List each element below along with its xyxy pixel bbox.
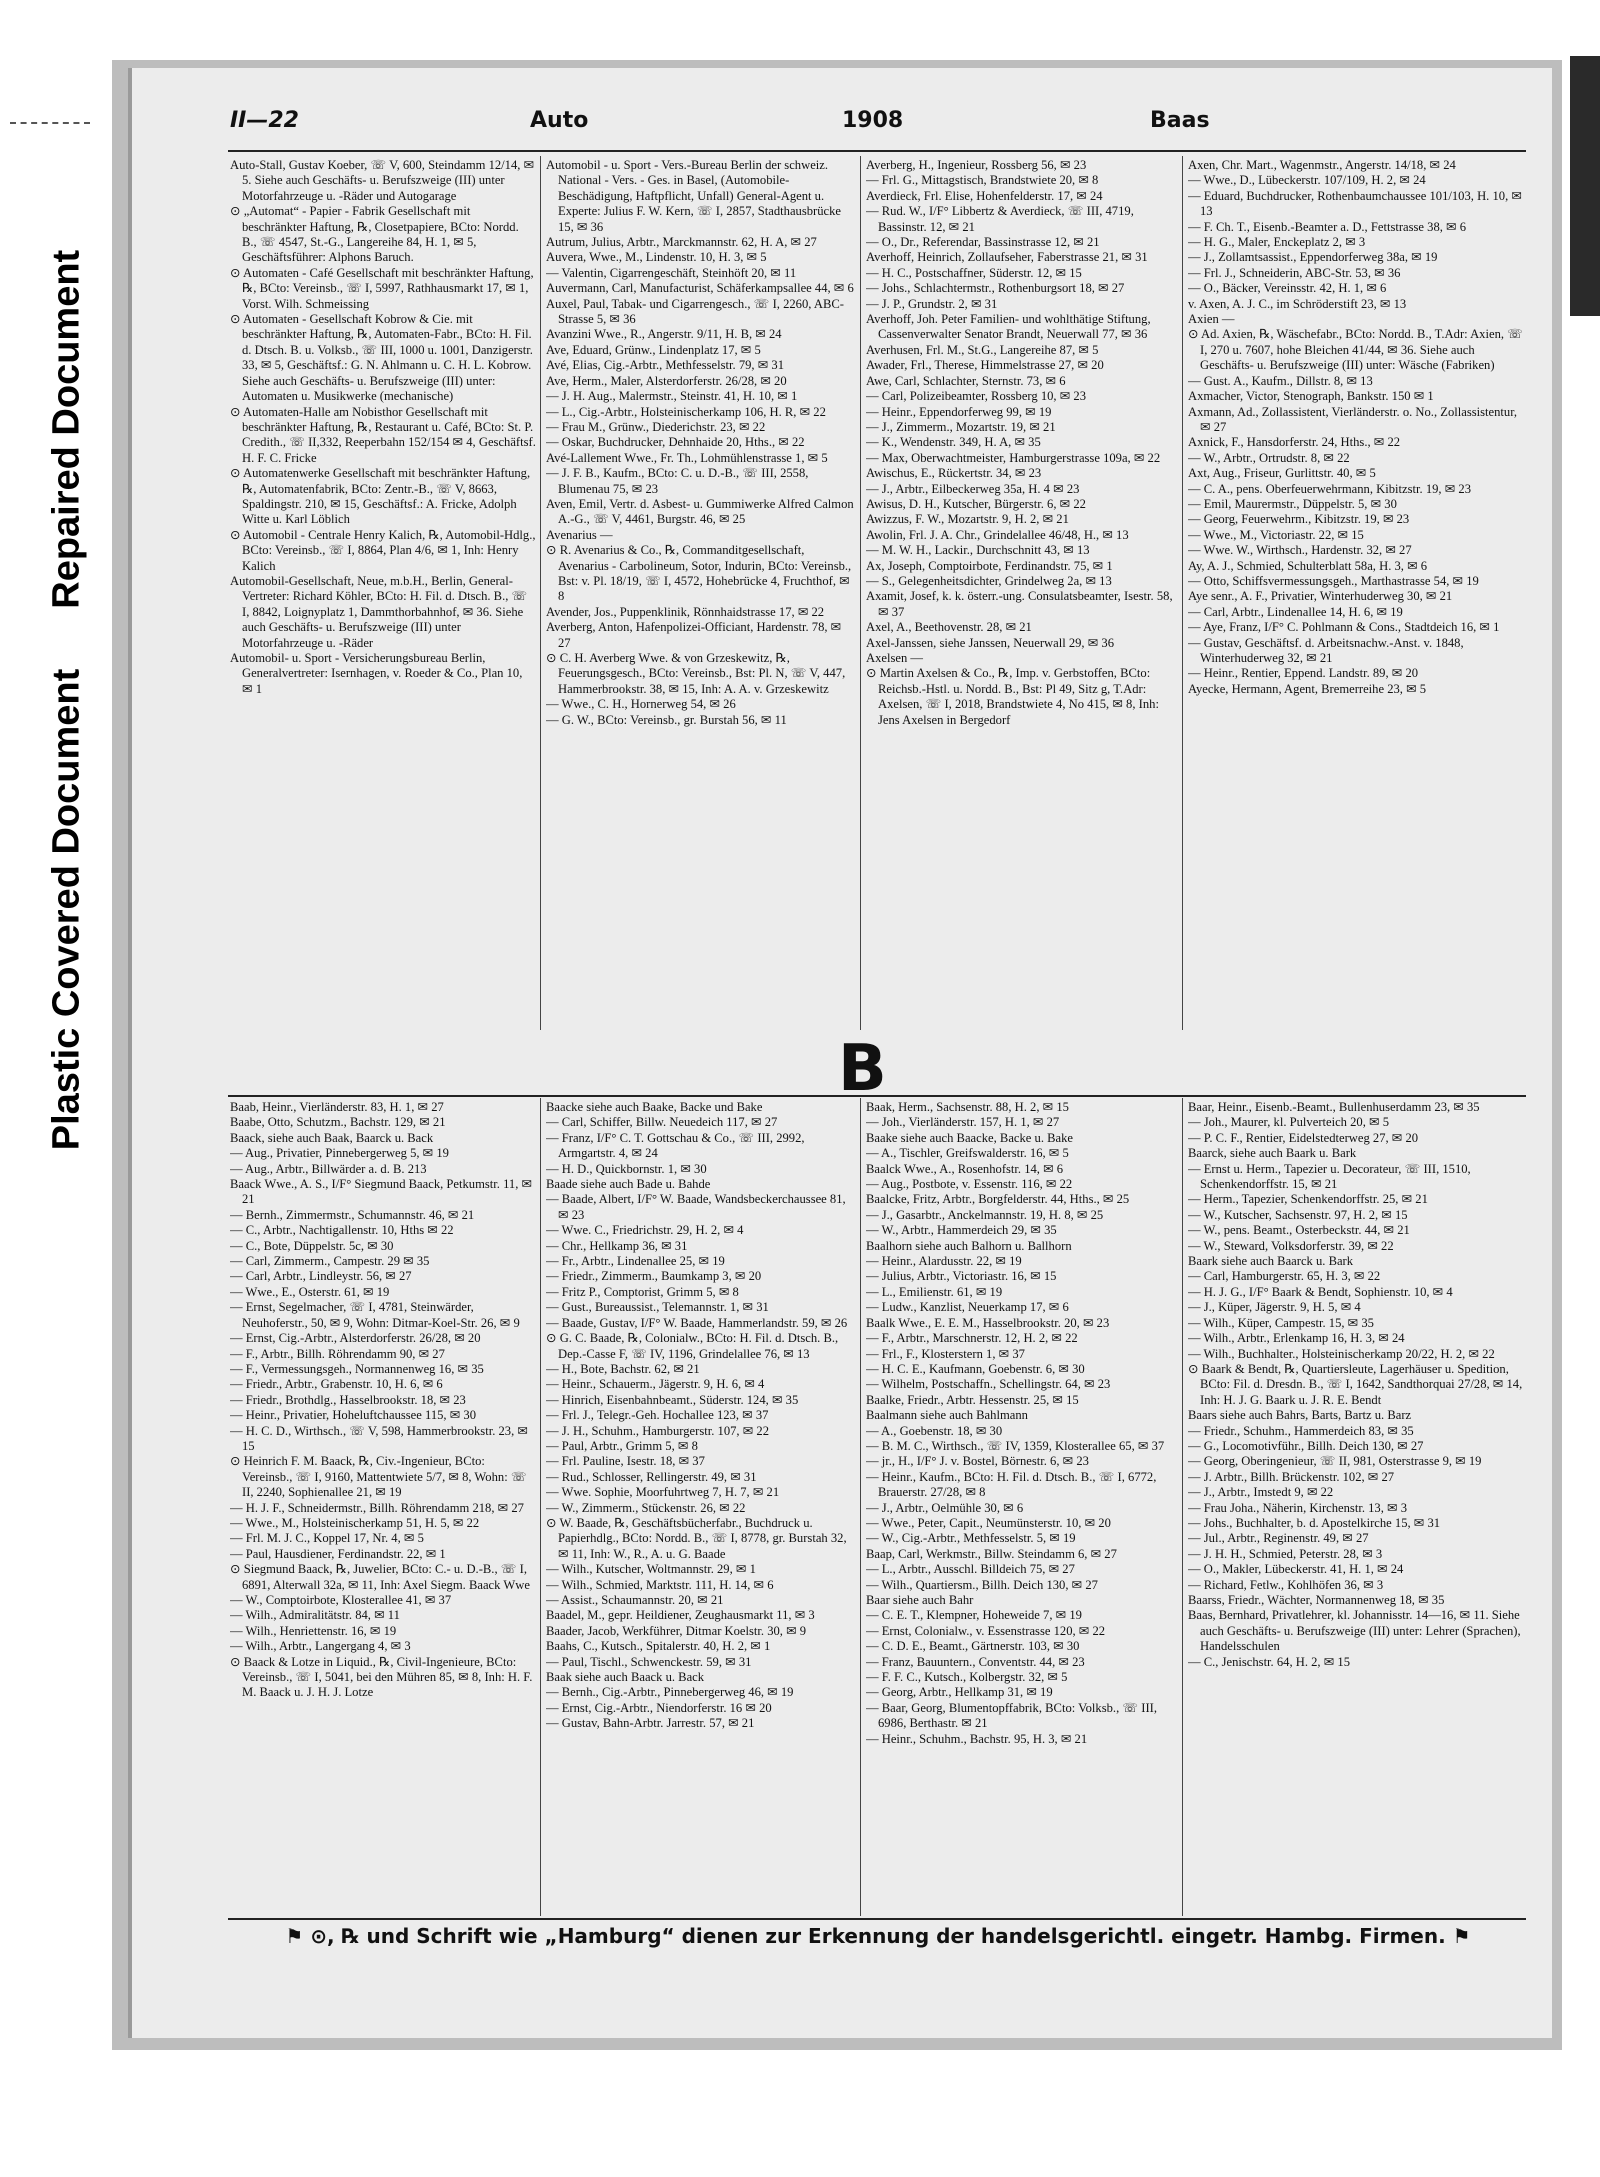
directory-entry: — H., Bote, Bachstr. 62, ✉ 21 [546, 1361, 700, 1376]
directory-entry: — Wwe. C., Friedrichstr. 29, H. 2, ✉ 4 [546, 1223, 744, 1238]
directory-entry: Baalhorn siehe auch Balhorn u. Ballhorn [866, 1238, 1072, 1253]
directory-entry: Automobil- u. Sport - Versicherungsbureau Berlin, Generalvertreter: Isernhagen, v. Roeder & Co., Plan 10, ✉ 1 [230, 651, 523, 696]
directory-entry: ⊙ Baack & Lotze in Liquid., ℞, Civil-Ingenieure, BCto: Vereinsb., ☏ I, 5041, bei den Mühren 85, ✉ 8, Inh: H. F. M. Baack u. J. H. J. Lotze [230, 1654, 533, 1700]
directory-entry: — Baar, Georg, Blumentopffabrik, BCto: Volksb., ☏ III, 6986, Berthastr. ✉ 21 [866, 1700, 1158, 1731]
directory-entry: Baacke siehe auch Baake, Backe und Bake [546, 1100, 763, 1114]
directory-entry: — Georg, Oberingenieur, ☏ II, 981, Osterstrasse 9, ✉ 19 [1188, 1454, 1482, 1469]
directory-entry: Baap, Carl, Werkmstr., Billw. Steindamm 6, ✉ 27 [866, 1546, 1117, 1561]
directory-entry: — Wilh., Admiralitätstr. 84, ✉ 11 [230, 1608, 400, 1623]
directory-entry: — Max, Oberwachtmeister, Hamburgerstrasse 109a, ✉ 22 [866, 450, 1161, 465]
directory-entry: — J. H. H., Schmied, Peterstr. 28, ✉ 3 [1188, 1546, 1383, 1561]
directory-entry: — H. C. D., Wirthsch., ☏ V, 598, Hammerbrookstr. 23, ✉ 15 [230, 1423, 528, 1453]
directory-entry: Automobil-Gesellschaft, Neue, m.b.H., Berlin, General-Vertreter: Richard Köhler, BCto: H. Fil. d. Dtsch. B., ☏ I, 8842, Loignyplatz 1, Dammthorbahnhof, ✉ 36. Siehe auch Geschäfts- u. Berufszweige (III) unter Motorfahrzeuge u. -Räder [230, 573, 528, 650]
directory-entry: Averhoff, Joh. Peter Familien- und wohlthätige Stiftung, Cassenverwalter Senator Brandt, Neuerwall 77, ✉ 36 [866, 312, 1151, 342]
directory-entry: Awe, Carl, Schlachter, Sternstr. 73, ✉ 6 [866, 373, 1066, 388]
directory-entry: — A., Goebenstr. 18, ✉ 30 [866, 1423, 1003, 1438]
directory-entry: — O., Makler, Lübeckerstr. 41, H. 1, ✉ 24 [1188, 1562, 1404, 1577]
directory-entry: Axmacher, Victor, Stenograph, Bankstr. 150 ✉ 1 [1188, 389, 1434, 404]
directory-entry: Baahs, C., Kutsch., Spitalerstr. 40, H. 2, ✉ 1 [546, 1639, 771, 1654]
directory-entry: Axnick, F., Hansdorferstr. 24, Hths., ✉ 22 [1188, 435, 1401, 450]
directory-entry: ⊙ „Automat“ - Papier - Fabrik Gesellschaft mit beschränkter Haftung, ℞, Closetpapiere, BCto: Nordd. B., ☏ 4547, St.-G., Langereihe 84, H. 1, ✉ 5, Geschäftsführer: Alphons Baruch. [230, 204, 519, 265]
directory-entry: — Ernst u. Herm., Tapezier u. Decorateur, ☏ III, 1510, Schenkendorffstr. 15, ✉ 21 [1188, 1161, 1471, 1192]
directory-entry: Baalk Wwe., E. E. M., Hasselbrookstr. 20, ✉ 23 [866, 1315, 1110, 1330]
directory-entry: — Carl, Arbtr., Lindenallee 14, H. 6, ✉ 19 [1188, 604, 1403, 619]
directory-entry: Axel-Janssen, siehe Janssen, Neuerwall 29, ✉ 36 [866, 635, 1115, 650]
directory-entry: — C. D. E., Beamt., Gärtnerstr. 103, ✉ 30 [866, 1639, 1080, 1654]
directory-entry: — Johs., Buchhalter, b. d. Apostelkirche 15, ✉ 31 [1188, 1515, 1441, 1530]
directory-entry: Baalmann siehe auch Bahlmann [866, 1408, 1028, 1423]
directory-entry: — Aug., Arbtr., Billwärder a. d. B. 213 [230, 1161, 427, 1176]
footer-rule [228, 1918, 1526, 1920]
directory-entry: — Fr., Arbtr., Lindenallee 25, ✉ 19 [546, 1254, 725, 1269]
directory-entry: — Wilh., Kutscher, Woltmannstr. 29, ✉ 1 [546, 1562, 756, 1577]
directory-entry: — Joh., Maurer, kl. Pulverteich 20, ✉ 5 [1188, 1115, 1390, 1130]
directory-entry: — Julius, Arbtr., Victoriastr. 16, ✉ 15 [866, 1269, 1057, 1284]
directory-entry: — L., Arbtr., Ausschl. Billdeich 75, ✉ 27 [866, 1562, 1075, 1577]
top-column-2 [546, 158, 856, 1028]
directory-entry: — F., Vermessungsgeh., Normannenweg 16, ✉ 35 [230, 1361, 484, 1376]
directory-entry: ⊙ Automobil - Centrale Henry Kalich, ℞, Automobil-Hdlg., BCto: Vereinsb., ☏ I, 8864, Plan 4/6, ✉ 1, Inh: Henry Kalich [230, 527, 536, 573]
directory-entry: — J., Zimmerm., Mozartstr. 19, ✉ 21 [866, 419, 1056, 434]
directory-entry: — Gust., Bureaussist., Telemannstr. 1, ✉ 31 [546, 1300, 769, 1315]
directory-entry: — Wwe., D., Lübeckerstr. 107/109, H. 2, ✉ 24 [1188, 173, 1426, 188]
directory-entry: Ave, Herm., Maler, Alsterdorferstr. 26/28, ✉ 20 [546, 373, 787, 388]
directory-entry: — Paul, Tischl., Schwenckestr. 59, ✉ 31 [546, 1654, 752, 1669]
directory-entry: Aye senr., A. F., Privatier, Winterhuderweg 30, ✉ 21 [1188, 589, 1453, 604]
directory-entry: Ax, Joseph, Comptoirbote, Ferdinandstr. 75, ✉ 1 [866, 558, 1113, 573]
directory-entry: — Paul, Arbtr., Grimm 5, ✉ 8 [546, 1438, 698, 1453]
directory-entry: — B. M. C., Wirthsch., ☏ IV, 1359, Klosterallee 65, ✉ 37 [866, 1438, 1165, 1453]
directory-entry: ⊙ Ad. Axien, ℞, Wäschefabr., BCto: Nordd. B., T.Adr: Axien, ☏ I, 270 u. 7607, hohe Bleichen 41/44, ✉ 36. Siehe auch Geschäfts- u. Berufszweige (III) unter: Wäsche (Fabriken) [1188, 327, 1523, 373]
header-word-left: Auto [530, 108, 589, 133]
directory-entry: Baar siehe auch Bahr [866, 1593, 974, 1607]
directory-entry: — Johs., Schlachtermstr., Rothenburgsort 18, ✉ 27 [866, 281, 1125, 296]
directory-entry: Axt, Aug., Friseur, Gurlittstr. 40, ✉ 5 [1188, 466, 1376, 481]
directory-entry: Baab, Heinr., Vierländerstr. 83, H. 1, ✉ 27 [230, 1100, 444, 1114]
directory-entry: Baarss, Friedr., Wächter, Normannenweg 18, ✉ 35 [1188, 1593, 1445, 1607]
directory-entry: — C., Bote, Düppelstr. 5c, ✉ 30 [230, 1238, 394, 1253]
directory-entry: — Heinr., Eppendorferweg 99, ✉ 19 [866, 404, 1052, 419]
directory-entry: — Franz, Bauuntern., Conventstr. 44, ✉ 23 [866, 1654, 1085, 1669]
directory-entry: Baalcke, Fritz, Arbtr., Borgfelderstr. 44, Hths., ✉ 25 [866, 1192, 1130, 1207]
directory-entry: — Chr., Hellkamp 36, ✉ 31 [546, 1238, 688, 1253]
directory-entry: — Friedr., Arbtr., Grabenstr. 10, H. 6, ✉ 6 [230, 1377, 443, 1392]
directory-entry: — Gust. A., Kaufm., Dillstr. 8, ✉ 13 [1188, 373, 1373, 388]
directory-entry: — Bernh., Zimmermstr., Schumannstr. 46, ✉ 21 [230, 1207, 475, 1222]
directory-entry: — W., Arbtr., Hammerdeich 29, ✉ 35 [866, 1223, 1057, 1238]
directory-entry: — Baade, Albert, I/F° W. Baade, Wandsbeckerchaussee 81, ✉ 23 [546, 1192, 846, 1222]
margin-dash-line [10, 122, 90, 124]
directory-entry: — H. G., Maler, Enckeplatz 2, ✉ 3 [1188, 235, 1366, 250]
plastic-covered-label: Plastic Covered Document [45, 668, 88, 1151]
directory-entry: ⊙ R. Avenarius & Co., ℞, Commanditgesellschaft, Avenarius - Carbolineum, Sotor, Indurin, BCto: Vereinsb., Bst: v. Pl. 18/19, ☏ I, 4572, Hohebrücke 4, Fruchthof, ✉ 8 [546, 543, 852, 604]
directory-entry: — Wilh., Buchhalter., Holsteinischerkamp 20/22, H. 2, ✉ 22 [1188, 1346, 1495, 1361]
directory-entry: — Emil, Maurermstr., Düppelstr. 5, ✉ 30 [1188, 496, 1397, 511]
directory-entry: Averhusen, Frl. M., St.G., Langereihe 87, ✉ 5 [866, 342, 1099, 357]
directory-entry: Baars siehe auch Bahrs, Barts, Bartz u. Barz [1188, 1408, 1412, 1423]
directory-entry: ⊙ Baark & Bendt, ℞, Quartiersleute, Lagerhäuser u. Spedition, BCto: Fil. d. Dresdn. B., ☏ I, 1642, Sandthorquai 27/28, ✉ 14, Inh: H. J. G. Baark u. J. R. E. Bendt [1188, 1361, 1523, 1407]
directory-entry: — W., pens. Beamt., Osterbeckstr. 44, ✉ 21 [1188, 1223, 1410, 1238]
directory-entry: — Wwe., C. H., Hornerweg 54, ✉ 26 [546, 697, 736, 712]
directory-entry: — H. J. G., I/F° Baark & Bendt, Sophienstr. 10, ✉ 4 [1188, 1284, 1453, 1299]
directory-entry: — Wilh., Arbtr., Erlenkamp 16, H. 3, ✉ 24 [1188, 1331, 1405, 1346]
directory-entry: Baar, Heinr., Eisenb.-Beamt., Bullenhuserdamm 23, ✉ 35 [1188, 1100, 1480, 1114]
directory-entry: ⊙ Automaten-Halle am Nobisthor Gesellschaft mit beschränkter Haftung, ℞, Restaurant u. Café, BCto: St. P. Credith., ☏ II,332, Reeperbahn 152/154 ✉ 4, Geschäftsf. H. F. C. Fricke [230, 404, 536, 465]
directory-entry: — Carl, Zimmerm., Campestr. 29 ✉ 35 [230, 1254, 430, 1269]
directory-entry: Auxel, Paul, Tabak- und Cigarrengesch., ☏ I, 2260, ABC-Strasse 5, ✉ 36 [546, 296, 844, 327]
directory-entry: Awolin, Frl. J. A. Chr., Grindelallee 46/48, H., ✉ 13 [866, 527, 1129, 542]
directory-entry: Avender, Jos., Puppenklinik, Rönnhaidstrasse 17, ✉ 22 [546, 604, 825, 619]
directory-entry: Avanzini Wwe., R., Angerstr. 9/11, H. B, ✉ 24 [546, 327, 782, 342]
directory-entry: — Wilhelm, Postschaffn., Schellingstr. 64, ✉ 23 [866, 1377, 1111, 1392]
directory-entry: — F. Ch. T., Eisenb.-Beamter a. D., Fettstrasse 38, ✉ 6 [1188, 219, 1467, 234]
bottom-column-1 [230, 1100, 536, 1914]
directory-entry: — W., Kutscher, Sachsenstr. 97, H. 2, ✉ 15 [1188, 1207, 1408, 1222]
top-column-3 [866, 158, 1178, 1028]
directory-entry: Aven, Emil, Vertr. d. Asbest- u. Gummiwerke Alfred Calmon A.-G., ☏ V, 4461, Burgstr. 46, ✉ 25 [546, 496, 854, 527]
directory-entry: — Frl. J., Schneiderin, ABC-Str. 53, ✉ 36 [1188, 265, 1401, 280]
directory-entry: — Heinr., Schuhm., Bachstr. 95, H. 3, ✉ 21 [866, 1731, 1088, 1746]
directory-entry: — C., Jenischstr. 64, H. 2, ✉ 15 [1188, 1654, 1351, 1669]
directory-entry: v. Axen, A. J. C., im Schröderstift 23, ✉ 13 [1188, 296, 1407, 311]
directory-entry: — P. C. F., Rentier, Eidelstedterweg 27, ✉ 20 [1188, 1130, 1419, 1145]
directory-entry: Autrum, Julius, Arbtr., Marckmannstr. 62, H. A, ✉ 27 [546, 235, 817, 250]
page-header [230, 100, 1530, 140]
directory-entry: — Friedr., Brothdlg., Hasselbrookstr. 18, ✉ 23 [230, 1392, 466, 1407]
header-year: 1908 [842, 108, 904, 133]
directory-entry: — A., Tischler, Greifswalderstr. 16, ✉ 5 [866, 1146, 1069, 1161]
directory-entry: — Ernst, Segelmacher, ☏ I, 4781, Steinwärder, Neuhoferstr., 50, ✉ 9, Wohn: Ditmar-Koel-Str. 26, ✉ 9 [230, 1300, 520, 1330]
directory-entry: — Wwe. W., Wirthsch., Hardenstr. 32, ✉ 27 [1188, 543, 1412, 558]
directory-entry: — H. C., Postschaffner, Süderstr. 12, ✉ 15 [866, 265, 1082, 280]
directory-entry: — Wwe., E., Osterstr. 61, ✉ 19 [230, 1284, 390, 1299]
directory-entry: — W., Arbtr., Ortrudstr. 8, ✉ 22 [1188, 450, 1350, 465]
directory-entry: — Heinr., Alardusstr. 22, ✉ 19 [866, 1254, 1022, 1269]
directory-entry: — Friedr., Schuhm., Hammerdeich 83, ✉ 35 [1188, 1423, 1414, 1438]
directory-entry: Axen, Chr. Mart., Wagenmstr., Angerstr. 14/18, ✉ 24 [1188, 158, 1456, 172]
directory-entry: — Frl. M. J. C., Koppel 17, Nr. 4, ✉ 5 [230, 1531, 424, 1546]
column-divider [540, 156, 541, 1030]
directory-entry: — Wilh., Arbtr., Langergang 4, ✉ 3 [230, 1639, 411, 1654]
directory-entry: Axmann, Ad., Zollassistent, Vierländerstr. o. No., Zollassistentur, ✉ 27 [1188, 404, 1518, 434]
directory-entry: — Wwe., Peter, Capit., Neumünsterstr. 10, ✉ 20 [866, 1515, 1111, 1530]
column-divider [1182, 1098, 1183, 1916]
directory-entry: — Franz, I/F° C. T. Gottschau & Co., ☏ III, 2992, Armgartstr. 4, ✉ 24 [546, 1130, 805, 1161]
directory-entry: — Wwe., M., Victoriastr. 22, ✉ 15 [1188, 527, 1364, 542]
directory-entry: — Jul., Arbtr., Reginenstr. 49, ✉ 27 [1188, 1531, 1369, 1546]
directory-entry: Baalke, Friedr., Arbtr. Hessenstr. 25, ✉ 15 [866, 1392, 1079, 1407]
directory-entry: — F. F. C., Kutsch., Kolbergstr. 32, ✉ 5 [866, 1670, 1068, 1685]
directory-entry: — Frl., F., Klosterstern 1, ✉ 37 [866, 1346, 1025, 1361]
directory-entry: — Wilh., Henriettenstr. 16, ✉ 19 [230, 1623, 397, 1638]
directory-entry: — Ludw., Kanzlist, Neuerkamp 17, ✉ 6 [866, 1300, 1069, 1315]
directory-entry: — Heinr., Privatier, Hoheluftchaussee 115, ✉ 30 [230, 1408, 477, 1423]
directory-entry: ⊙ Martin Axelsen & Co., ℞, Imp. v. Gerbstoffen, BCto: Reichsb.-Hstl. u. Nordd. B., Bst: Pl 49, Sitz g, T.Adr: Axelsen, ☏ I, 2018, Brandstwiete 4, No 415, ✉ 8, Inh: Jens Axelsen in Bergedorf [866, 666, 1159, 727]
directory-entry: — C. A., pens. Oberfeuerwehrmann, Kibitzstr. 19, ✉ 23 [1188, 481, 1472, 496]
page-footer: ⚑ ⊙, ℞ und Schrift wie „Hamburg“ dienen zur Erkennung der handelsgerichtl. eingetr. Hambg. Firmen. ⚑ [285, 1924, 1471, 1948]
directory-entry: — Hinrich, Eisenbahnbeamt., Süderstr. 124, ✉ 35 [546, 1392, 799, 1407]
directory-entry: Axelsen — [866, 651, 924, 665]
directory-entry: — J. F. B., Kaufm., BCto: C. u. D.-B., ☏ III, 2558, Blumenau 75, ✉ 23 [546, 466, 809, 496]
directory-entry: Baade siehe auch Bade u. Bahde [546, 1177, 711, 1192]
scan-edge [1570, 56, 1600, 316]
directory-entry: Avé-Lallement Wwe., Fr. Th., Lohmühlenstrasse 1, ✉ 5 [546, 450, 828, 465]
page-number: II—22 [230, 108, 299, 133]
directory-entry: — J. Arbtr., Billh. Brückenstr. 102, ✉ 27 [1188, 1469, 1395, 1484]
directory-entry: — Fritz P., Comptorist, Grimm 5, ✉ 8 [546, 1284, 739, 1299]
column-divider [1182, 156, 1183, 1030]
directory-entry: — O., Dr., Referendar, Bassinstrasse 12, ✉ 21 [866, 235, 1100, 250]
directory-entry: — J. H., Schuhm., Hamburgerstr. 107, ✉ 22 [546, 1423, 770, 1438]
directory-entry: — Gustav, Bahn-Arbtr. Jarrestr. 57, ✉ 21 [546, 1716, 755, 1731]
directory-entry: — Gustav, Geschäftsf. d. Arbeitsnachw.-Anst. v. 1848, Winterhuderweg 32, ✉ 21 [1188, 635, 1464, 665]
directory-entry: — Friedr., Zimmerm., Baumkamp 3, ✉ 20 [546, 1269, 762, 1284]
directory-entry: Baack Wwe., A. S., I/F° Siegmund Baack, Petkumstr. 11, ✉ 21 [230, 1177, 533, 1207]
directory-entry: Baarck, siehe auch Baark u. Bark [1188, 1146, 1357, 1161]
directory-entry: — Herm., Tapezier, Schenkendorffstr. 25, ✉ 21 [1188, 1192, 1428, 1207]
directory-entry: ⊙ W. Baade, ℞, Geschäftsbücherfabr., Buchdruck u. Papierhdlg., BCto: Nordd. B., ☏ I, 8778, gr. Burstah 32, ✉ 11, Inh: W., R., A. u. G. Baade [546, 1515, 847, 1561]
directory-entry: — Wilh., Quartiersm., Billh. Deich 130, ✉ 27 [866, 1577, 1098, 1592]
header-word-right: Baas [1150, 108, 1210, 133]
directory-entry: — K., Wendenstr. 349, H. A, ✉ 35 [866, 435, 1041, 450]
directory-entry: Ayecke, Hermann, Agent, Bremerreihe 23, ✉ 5 [1188, 681, 1427, 696]
directory-entry: — J., Gasarbtr., Anckelmannstr. 19, H. 8, ✉ 25 [866, 1207, 1104, 1222]
directory-entry: — Ernst, Cig.-Arbtr., Niendorferstr. 16 ✉ 20 [546, 1700, 772, 1715]
directory-entry: — M. W. H., Lackir., Durchschnitt 43, ✉ 13 [866, 543, 1090, 558]
directory-entry: — J., Zollamtsassist., Eppendorferweg 38a, ✉ 19 [1188, 250, 1438, 265]
directory-entry: — C., Arbtr., Nachtigallenstr. 10, Hths ✉ 22 [230, 1223, 454, 1238]
column-divider [860, 1098, 861, 1916]
directory-entry: — Richard, Fetlw., Kohlhöfen 36, ✉ 3 [1188, 1577, 1384, 1592]
directory-entry: Awischus, E., Rückertstr. 34, ✉ 23 [866, 466, 1042, 481]
directory-entry: — Heinr., Schauerm., Jägerstr. 9, H. 6, ✉ 4 [546, 1377, 765, 1392]
directory-entry: — Ernst, Colonialw., v. Essenstrasse 120, ✉ 22 [866, 1623, 1106, 1638]
directory-entry: — Rud., Schlosser, Rellingerstr. 49, ✉ 31 [546, 1469, 757, 1484]
directory-entry: — Bernh., Cig.-Arbtr., Pinnebergerweg 46, ✉ 19 [546, 1685, 794, 1700]
directory-entry: Baalck Wwe., A., Rosenhofstr. 14, ✉ 6 [866, 1161, 1064, 1176]
column-divider [540, 1098, 541, 1916]
directory-entry: Automobil - u. Sport - Vers.-Bureau Berlin der schweiz. National - Vers. - Ges. in Basel, (Automobile-Beschädigung, Haftpflicht, Unfall) General-Agent u. Experte: Julius F. W. Kern, ☏ I, 2857, Stadthausbrücke 15, ✉ 36 [546, 158, 842, 234]
directory-entry: — Eduard, Buchdrucker, Rothenbaumchaussee 101/103, H. 10, ✉ 13 [1188, 188, 1522, 219]
scan-side-label [42, 140, 92, 1260]
directory-entry: — J., Arbtr., Oelmühle 30, ✉ 6 [866, 1500, 1024, 1515]
directory-entry: — Carl, Schiffer, Billw. Neuedeich 117, ✉ 27 [546, 1115, 778, 1130]
directory-entry: Axien — [1188, 312, 1235, 327]
directory-entry: — Otto, Schiffsvermessungsgeh., Marthastrasse 54, ✉ 19 [1188, 573, 1479, 588]
directory-entry: ⊙ G. C. Baade, ℞, Colonialw., BCto: H. Fil. d. Dtsch. B., Dep.-Casse F, ☏ IV, 1196, Grindelallee 76, ✉ 13 [546, 1331, 839, 1361]
directory-entry: — Joh., Vierländerstr. 157, H. 1, ✉ 27 [866, 1115, 1060, 1130]
directory-entry: Baader, Jacob, Werkführer, Ditmar Koelstr. 30, ✉ 9 [546, 1623, 807, 1638]
directory-entry: — Wwe., M., Holsteinischerkamp 51, H. 5, ✉ 22 [230, 1515, 480, 1530]
directory-entry: — Carl, Polizeibeamter, Rossberg 10, ✉ 23 [866, 389, 1087, 404]
directory-entry: Axel, A., Beethovenstr. 28, ✉ 21 [866, 620, 1032, 635]
header-rule [228, 150, 1526, 152]
directory-entry: — Carl, Hamburgerstr. 65, H. 3, ✉ 22 [1188, 1269, 1381, 1284]
directory-entry: — Georg, Arbtr., Hellkamp 31, ✉ 19 [866, 1685, 1053, 1700]
directory-entry: — Frl. G., Mittagstisch, Brandstwiete 20, ✉ 8 [866, 173, 1099, 188]
directory-entry: Baak, Herm., Sachsenstr. 88, H. 2, ✉ 15 [866, 1100, 1069, 1114]
section-rule [228, 1095, 1526, 1097]
directory-entry: — Oskar, Buchdrucker, Dehnhaide 20, Hths., ✉ 22 [546, 435, 805, 450]
directory-entry: ⊙ Automatenwerke Gesellschaft mit beschränkter Haftung, ℞, Automatenfabrik, BCto: Zentr.-B., ☏ V, 8663, Spaldingstr. 210, ✉ 15, Geschäftsf.: A. Fricke, Adolph Witte u. Karl Löblich [230, 466, 531, 527]
directory-entry: — J. P., Grundstr. 2, ✉ 31 [866, 296, 998, 311]
repaired-label: Repaired Document [45, 249, 88, 609]
directory-entry: — F., Arbtr., Billh. Röhrendamm 90, ✉ 27 [230, 1346, 445, 1361]
directory-entry: Axamit, Josef, k. k. österr.-ung. Consulatsbeamter, Isestr. 58, ✉ 37 [866, 589, 1173, 619]
directory-entry: — G. W., BCto: Vereinsb., gr. Burstah 56, ✉ 11 [546, 712, 787, 727]
bottom-column-2 [546, 1100, 856, 1914]
directory-entry: Baark siehe auch Baarck u. Bark [1188, 1254, 1354, 1269]
directory-entry: Awisus, D. H., Kutscher, Bürgerstr. 6, ✉ 22 [866, 496, 1086, 511]
directory-entry: Baabe, Otto, Schutzm., Bachstr. 129, ✉ 21 [230, 1115, 446, 1130]
directory-entry: — H. D., Quickbornstr. 1, ✉ 30 [546, 1161, 707, 1176]
directory-entry: — F., Arbtr., Marschnerstr. 12, H. 2, ✉ 22 [866, 1331, 1078, 1346]
directory-entry: Averhoff, Heinrich, Zollaufseher, Faberstrasse 21, ✉ 31 [866, 250, 1148, 265]
directory-entry: — Aug., Postbote, v. Essenstr. 116, ✉ 22 [866, 1177, 1073, 1192]
directory-entry: Auto-Stall, Gustav Koeber, ☏ V, 600, Steindamm 12/14, ✉ 5. Siehe auch Geschäfts- u. Berufszweige (III) unter Motorfahrzeuge u. -Räder und Autogarage [230, 158, 535, 203]
directory-entry: ⊙ Automaten - Café Gesellschaft mit beschränkter Haftung, ℞, BCto: Vereinsb., ☏ I, 5997, Rathhausmarkt 17, ✉ 1, Vorst. Wilh. Schmeissing [230, 265, 534, 311]
directory-entry: — W., Steward, Volksdorferstr. 39, ✉ 22 [1188, 1238, 1394, 1253]
directory-entry: Baake siehe auch Baacke, Backe u. Bake [866, 1130, 1073, 1145]
directory-entry: Baadel, M., gepr. Heildiener, Zeughausmarkt 11, ✉ 3 [546, 1608, 815, 1623]
directory-entry: — Wilh., Schmied, Marktstr. 111, H. 14, ✉ 6 [546, 1577, 774, 1592]
directory-entry: — S., Gelegenheitsdichter, Grindelweg 2a, ✉ 13 [866, 573, 1112, 588]
directory-entry: — L., Cig.-Arbtr., Holsteinischerkamp 106, H. R, ✉ 22 [546, 404, 826, 419]
directory-entry: — Ernst, Cig.-Arbtr., Alsterdorferstr. 26/28, ✉ 20 [230, 1331, 481, 1346]
directory-entry: — Assist., Schaumannstr. 20, ✉ 21 [546, 1593, 724, 1607]
directory-entry: — Frau Joha., Näherin, Kirchenstr. 13, ✉ 3 [1188, 1500, 1408, 1515]
directory-entry: — Rud. W., I/F° Libbertz & Averdieck, ☏ III, 4719, Bassinstr. 12, ✉ 21 [866, 204, 1134, 234]
directory-entry: — Valentin, Cigarrengeschäft, Steinhöft 20, ✉ 11 [546, 265, 797, 280]
directory-entry: Avé, Elias, Cig.-Arbtr., Methfesselstr. 79, ✉ 31 [546, 358, 785, 373]
directory-entry: Averberg, Anton, Hafenpolizei-Officiant, Hardenstr. 78, ✉ 27 [546, 620, 842, 650]
directory-entry: — J., Küper, Jägerstr. 9, H. 5, ✉ 4 [1188, 1300, 1361, 1315]
directory-entry: — W., Comptoirbote, Klosterallee 41, ✉ 37 [230, 1593, 452, 1607]
top-column-4 [1188, 158, 1524, 1028]
directory-entry: Auvera, Wwe., M., Lindenstr. 10, H. 3, ✉ 5 [546, 250, 767, 265]
directory-entry: — Frl. Pauline, Isestr. 18, ✉ 37 [546, 1454, 705, 1469]
directory-entry: Auvermann, Carl, Manufacturist, Schäferkampsallee 44, ✉ 6 [546, 281, 854, 296]
directory-entry: — C. E. T., Klempner, Hoheweide 7, ✉ 19 [866, 1608, 1082, 1623]
directory-entry: — G., Locomotivführ., Billh. Deich 130, ✉ 27 [1188, 1438, 1424, 1453]
directory-entry: Avenarius — [546, 527, 613, 542]
directory-entry: — jr., H., I/F° J. v. Bostel, Börnestr. 6, ✉ 23 [866, 1454, 1089, 1469]
section-letter: B [838, 1032, 887, 1106]
bottom-column-3 [866, 1100, 1178, 1914]
directory-entry: — H. C. E., Kaufmann, Goebenstr. 6, ✉ 30 [866, 1361, 1085, 1376]
directory-entry: ⊙ C. H. Averberg Wwe. & von Grzeskewitz, ℞, Feuerungsgesch., BCto: Vereinsb., Bst: Pl. N, ☏ V, 447, Hammerbrookstr. 38, ✉ 15, Inh: A. A. v. Grzeskewitz [546, 651, 846, 696]
directory-entry: — Baade, Gustav, I/F° W. Baade, Hammerlandstr. 59, ✉ 26 [546, 1315, 848, 1330]
directory-entry: Awader, Frl., Therese, Himmelstrasse 27, ✉ 20 [866, 358, 1104, 373]
directory-entry: — J., Arbtr., Eilbeckerweg 35a, H. 4 ✉ 23 [866, 481, 1080, 496]
directory-entry: Averberg, H., Ingenieur, Rossberg 56, ✉ 23 [866, 158, 1087, 172]
directory-entry: Baack, siehe auch Baak, Baarck u. Back [230, 1130, 434, 1145]
directory-entry: ⊙ Heinrich F. M. Baack, ℞, Civ.-Ingenieur, BCto: Vereinsb., ☏ I, 9160, Mattentwiete 5/7, ✉ 8, Wohn: ☏ II, 2240, Sophienallee 21, ✉ 19 [230, 1454, 527, 1500]
directory-entry: — H. J. F., Schneidermstr., Billh. Röhrendamm 218, ✉ 27 [230, 1500, 524, 1515]
directory-entry: Averdieck, Frl. Elise, Hohenfelderstr. 17, ✉ 24 [866, 188, 1103, 203]
directory-entry: Ave, Eduard, Grünw., Lindenplatz 17, ✉ 5 [546, 342, 761, 357]
directory-entry: Ay, A. J., Schmied, Schulterblatt 58a, H. 3, ✉ 6 [1188, 558, 1428, 573]
directory-entry: — Wwe. Sophie, Moorfuhrtweg 7, H. 7, ✉ 21 [546, 1485, 780, 1500]
directory-entry: — J. H. Aug., Malermstr., Steinstr. 41, H. 10, ✉ 1 [546, 389, 798, 404]
directory-entry: — L., Emilienstr. 61, ✉ 19 [866, 1284, 1003, 1299]
directory-entry: Baak siehe auch Baack u. Back [546, 1670, 705, 1685]
directory-entry: — Frau M., Grünw., Diederichstr. 23, ✉ 22 [546, 419, 766, 434]
directory-entry: — Aye, Franz, I/F° C. Pohlmann & Cons., Stadtdeich 16, ✉ 1 [1188, 620, 1500, 635]
directory-entry: — Frl. J., Telegr.-Geh. Hochallee 123, ✉ 37 [546, 1408, 769, 1423]
directory-entry: — W., Zimmerm., Stückenstr. 26, ✉ 22 [546, 1500, 746, 1515]
directory-entry: — Paul, Hausdiener, Ferdinandstr. 22, ✉ 1 [230, 1546, 446, 1561]
top-column-1 [230, 158, 536, 1028]
directory-entry: — Heinr., Rentier, Eppend. Landstr. 89, ✉ 20 [1188, 666, 1419, 681]
directory-entry: — O., Bäcker, Vereinsstr. 42, H. 1, ✉ 6 [1188, 281, 1387, 296]
bottom-column-4 [1188, 1100, 1524, 1914]
directory-entry: — W., Cig.-Arbtr., Methfesselstr. 5, ✉ 19 [866, 1531, 1076, 1546]
directory-entry: Baas, Bernhard, Privatlehrer, kl. Johannisstr. 14—16, ✉ 11. Siehe auch Geschäfts- u. Berufszweige (III) unter: Lehrer (Sprachen), Handelsschulen [1188, 1608, 1521, 1654]
column-divider [860, 156, 861, 1030]
directory-entry: — J., Arbtr., Imstedt 9, ✉ 22 [1188, 1485, 1334, 1500]
directory-entry: ⊙ Automaten - Gesellschaft Kobrow & Cie. mit beschränkter Haftung, ℞, Automaten-Fabr., BCto: H. Fil. d. Dtsch. B. u. Volksb., ☏ III, 1000 u. 1001, Danzigerstr. 33, ✉ 5, Geschäftsf.: G. N. Ahlmann u. C. H. L. Kobrow. Siehe auch Geschäfts- u. Berufszweige (III) unter: Automaten u. Musikwerke (mechanische) [230, 312, 533, 404]
directory-entry: — Carl, Arbtr., Lindleystr. 56, ✉ 27 [230, 1269, 412, 1284]
directory-entry: Awizzus, F. W., Mozartstr. 9, H. 2, ✉ 21 [866, 512, 1069, 527]
directory-entry: — Georg, Feuerwehrm., Kibitzstr. 19, ✉ 23 [1188, 512, 1410, 527]
directory-entry: — Wilh., Küper, Campestr. 15, ✉ 35 [1188, 1315, 1374, 1330]
directory-entry: — Heinr., Kaufm., BCto: H. Fil. d. Dtsch. B., ☏ I, 6772, Brauerstr. 27/28, ✉ 8 [866, 1469, 1157, 1500]
directory-entry: ⊙ Siegmund Baack, ℞, Juwelier, BCto: C.- u. D.-B., ☏ I, 6891, Alterwall 32a, ✉ 11, Inh: Axel Siegm. Baack Wwe [230, 1562, 530, 1592]
directory-entry: — Aug., Privatier, Pinnebergerweg 5, ✉ 19 [230, 1146, 449, 1161]
